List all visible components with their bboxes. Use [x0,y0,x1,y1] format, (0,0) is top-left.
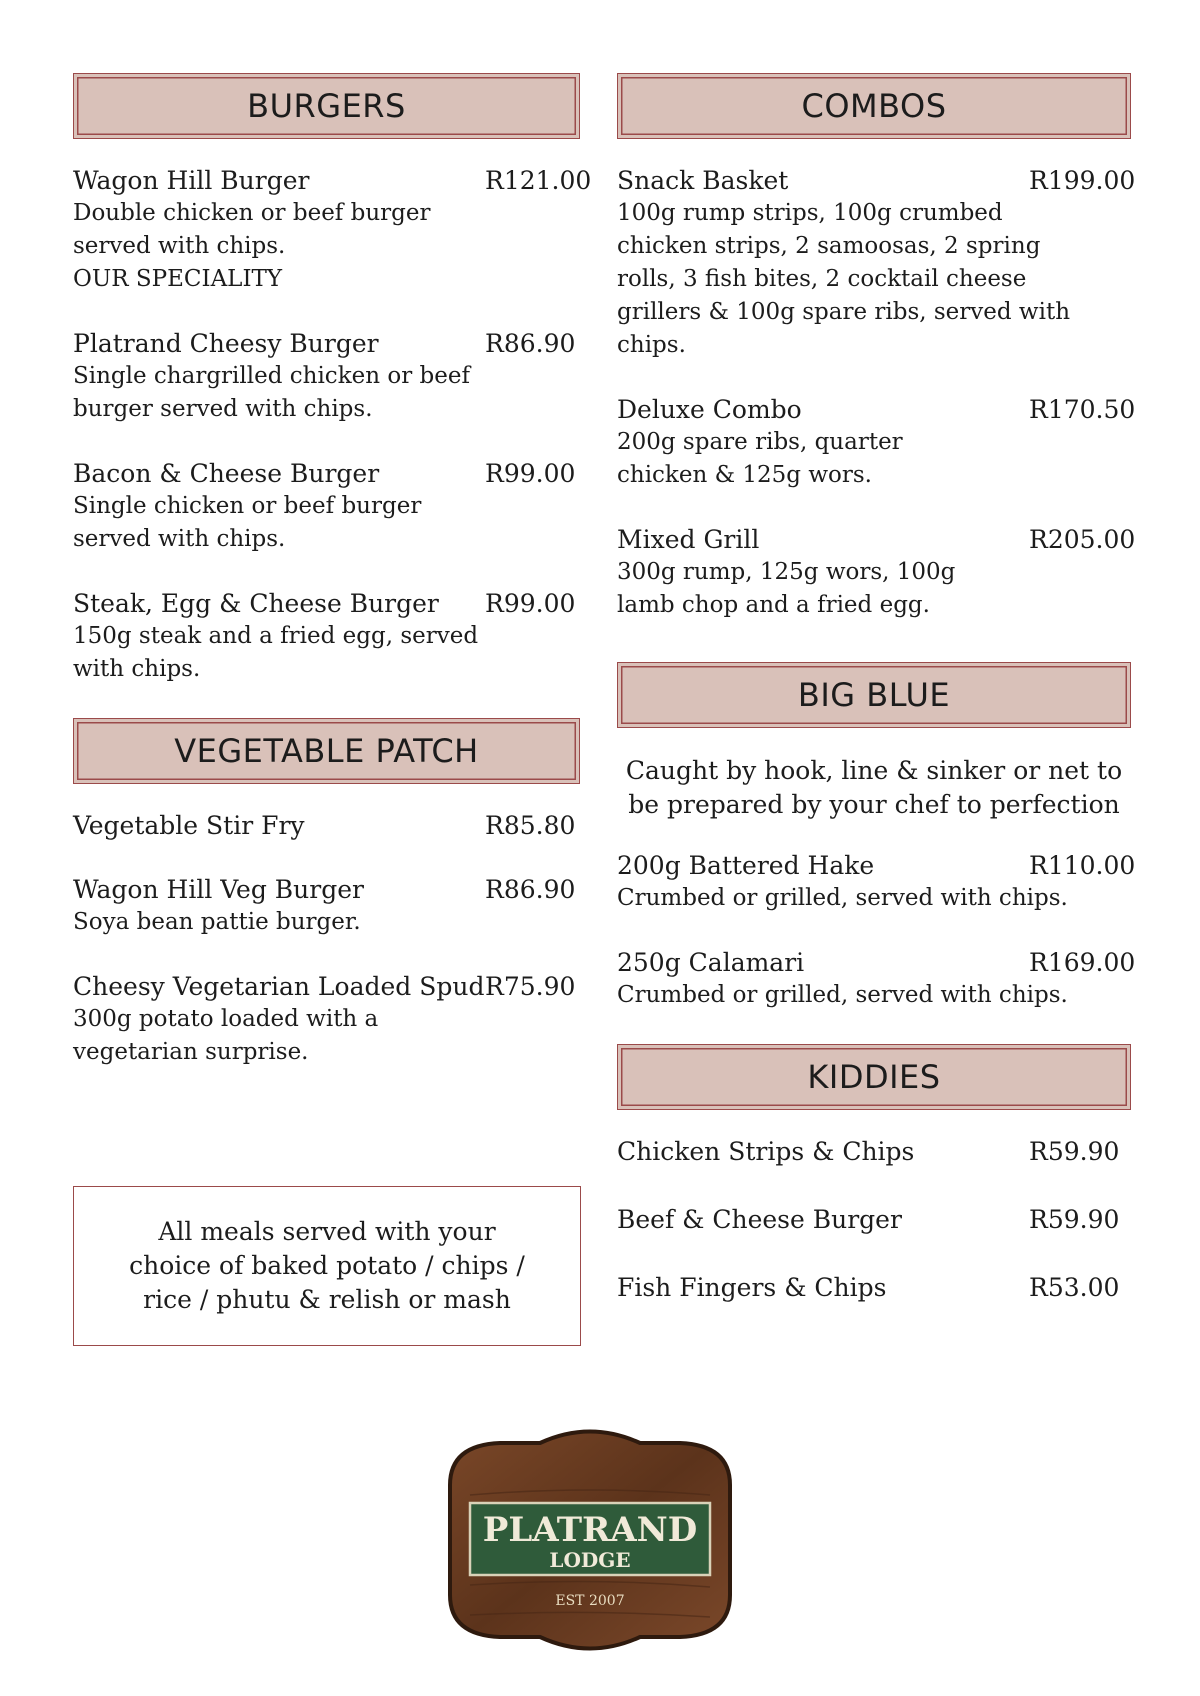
sides-note-box [73,1186,581,1346]
item-name: Bacon & Cheese Burger [73,459,380,488]
item-name: Mixed Grill [617,525,760,554]
item-price: R199.00 [1029,166,1136,195]
combos-header: COMBOS [617,73,1131,139]
item-name: Snack Basket [617,166,789,195]
item-name: Cheesy Vegetarian Loaded Spud [73,972,485,1001]
item-name: Chicken Strips & Chips [617,1137,915,1166]
item-price: R59.90 [1029,1205,1120,1234]
menu-item [617,1204,1131,1236]
item-price: R99.00 [485,589,576,618]
logo-name: PLATRAND [482,1510,698,1550]
sides-note: All meals served with your choice of baked potato / chips / rice / phutu & relish or mash [129,1217,525,1314]
item-price: R99.00 [485,459,576,488]
item-name: 200g Battered Hake [617,851,875,880]
menu-item [73,588,580,686]
item-name: Wagon Hill Veg Burger [73,875,364,904]
menu-item [73,874,580,939]
menu-item [73,328,580,426]
platrand-lodge-logo [430,1425,750,1655]
item-price: R53.00 [1029,1273,1120,1302]
item-description: Single chargrilled chicken or beef burger served with chips. [73,363,470,422]
item-price: R205.00 [1029,525,1136,554]
vegetable-patch-header: VEGETABLE PATCH [73,718,580,784]
item-description: Soya bean pattie burger. [73,909,361,935]
left-column [73,73,592,1101]
item-name: 250g Calamari [617,948,805,977]
item-price: R170.50 [1029,395,1136,424]
item-price: R75.90 [485,972,576,1001]
item-description: Single chicken or beef burger served with chips. [73,493,422,552]
item-description: Double chicken or beef burger served with chips. [73,200,431,259]
item-name: Fish Fingers & Chips [617,1273,887,1302]
item-price: R86.90 [485,329,576,358]
menu-item [73,165,592,296]
item-description: 100g rump strips, 100g crumbed chicken strips, 2 samoosas, 2 spring rolls, 3 fish bites, 2 cocktail cheese grillers & 100g spare ribs, served with chips. [617,200,1071,358]
item-description: 300g rump, 125g wors, 100g lamb chop and a fried egg. [617,559,956,618]
right-column [617,73,1136,1340]
item-name: Vegetable Stir Fry [73,811,305,840]
item-price: R86.90 [485,875,576,904]
combos-list [617,165,1136,622]
menu-item [617,524,1136,622]
item-name: Deluxe Combo [617,395,802,424]
burgers-header: BURGERS [73,73,580,139]
big-blue-header: BIG BLUE [617,662,1131,728]
kiddies-header: KIDDIES [617,1044,1131,1110]
menu-item [617,394,1136,492]
logo-sub: LODGE [549,1548,631,1572]
item-description: 150g steak and a fried egg, served with chips. [73,623,479,682]
big-blue-list [617,850,1136,1012]
big-blue-intro: Caught by hook, line & sinker or net to be prepared by your chef to perfection [625,756,1123,819]
item-note: OUR SPECIALITY [73,266,283,292]
item-description: Crumbed or grilled, served with chips. [617,982,1068,1008]
item-price: R110.00 [1029,851,1136,880]
menu-item [617,947,1136,1012]
menu-item [617,1272,1131,1304]
item-description: 300g potato loaded with a vegetarian surprise. [73,1006,379,1065]
menu-item [73,971,580,1069]
menu-item [73,810,580,842]
item-name: Beef & Cheese Burger [617,1205,902,1234]
kiddies-list [617,1136,1131,1304]
burgers-list [73,165,592,686]
item-name: Platrand Cheesy Burger [73,329,379,358]
item-price: R169.00 [1029,948,1136,977]
item-name: Steak, Egg & Cheese Burger [73,589,439,618]
item-price: R85.80 [485,811,576,840]
menu-item [617,1136,1131,1168]
menu-item [73,458,580,556]
item-description: Crumbed or grilled, served with chips. [617,885,1068,911]
item-description: 200g spare ribs, quarter chicken & 125g wors. [617,429,903,488]
menu-item [617,850,1136,915]
logo-est: EST 2007 [555,1593,625,1609]
item-price: R121.00 [485,166,592,195]
item-name: Wagon Hill Burger [73,166,310,195]
vegetable-patch-list [73,810,580,1069]
menu-item [617,165,1136,362]
item-price: R59.90 [1029,1137,1120,1166]
